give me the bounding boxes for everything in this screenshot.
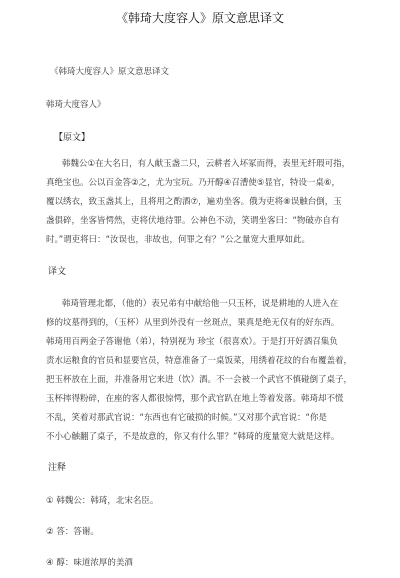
original-line: 盏俱碎，坐客皆愕然，吏将伏地待罪。公神色不动，笑谓坐客曰：“物破亦自有 (46, 216, 340, 226)
section-translation-label: 译文 (48, 267, 67, 277)
note-item: ② 答：答谢。 (46, 527, 99, 537)
translation-line: 韩琦管理北都，（他的）表兄弟有中献给他一只玉杯，说是耕地的人进入在 (62, 299, 339, 309)
original-line: 覆以绣衣，致玉盏其上，且将用之酌酒⑦，遍劝坐客。俄为吏将⑧误触台倒，玉 (46, 197, 342, 207)
translation-line: 玉杯摔得粉碎，在座的客人都很惊愕，那个武官趴在地上等着发落。韩琦却不慌 (46, 394, 344, 404)
translation-line: 不乱，笑着对那武官说：“东西也有它破损的时候。”又对那个武官说：“你是 (46, 413, 327, 423)
original-line: 韩魏公①在大名日，有人献玉盏二只，云耕者入坏冢而得，表里无纤瑕可指， (62, 159, 351, 169)
translation-line: 修的坟墓得到的，（玉杯）从里到外没有一丝斑点，果真是绝无仅有的好东西。 (46, 318, 340, 328)
section-notes-label: 注释 (48, 463, 67, 473)
original-line: 真绝宝也。公以百金答②之，尤为宝玩。乃开醇④召漕使⑤显官，特设一桌⑥， (46, 178, 340, 188)
section-original-label: 【原文】 (54, 133, 91, 143)
page-title: 《韩琦大度容人》原文意思译文 (115, 11, 284, 25)
note-item: ① 韩魏公：韩琦，北宋名臣。 (46, 496, 159, 506)
doc-subtitle: 《韩琦大度容人》原文意思译文 (50, 67, 170, 77)
original-line: 时。”谓吏将曰：“汝误也，非故也，何罪之有？”公之量宽大重厚如此。 (46, 235, 310, 245)
note-item: ④ 醇：味道浓厚的美酒 (46, 558, 133, 568)
translation-line: 韩琦用百两金子答谢他（弟），特别视为 珍宝（很喜欢）。于是打开好酒召集负 (46, 337, 338, 347)
translation-line: 责水运粮食的官员和显要官员，特意准备了一桌饭菜，用绣着花纹的台布覆盖着， (46, 356, 353, 366)
translation-line: 把玉杯放在上面，并准备用它来进（饮）酒。不一会被一个武官不慎碰倒了桌子， (46, 375, 353, 385)
translation-line: 不小心触翻了桌子，不是故意的，你又有什么罪？”韩琦的度量宽大就是这样。 (46, 432, 340, 442)
doc-heading: 韩琦大度容人》 (46, 100, 106, 110)
